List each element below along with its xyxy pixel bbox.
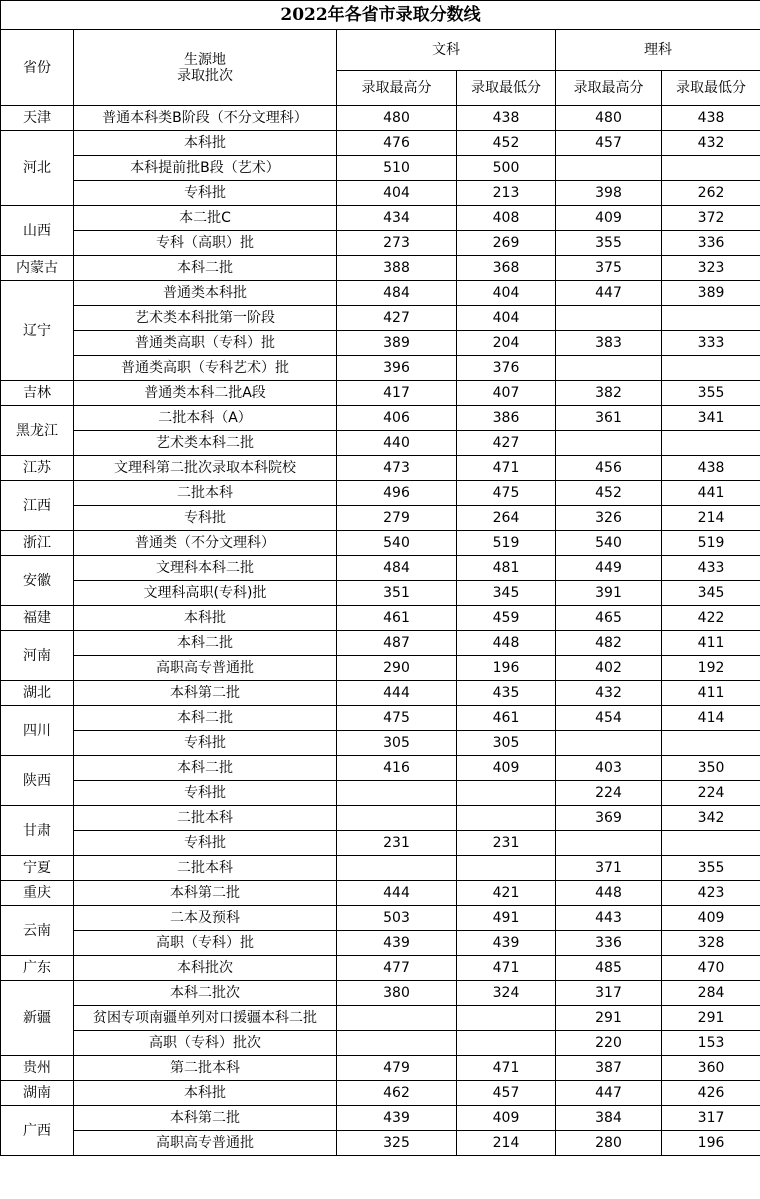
wenke-min-cell: 368 — [457, 256, 556, 281]
like-min-cell: 328 — [662, 931, 760, 956]
like-min-cell: 441 — [662, 481, 760, 506]
like-max-cell: 482 — [556, 631, 662, 656]
table-row — [1, 206, 760, 231]
header-batch-line1: 生源地 — [184, 51, 226, 68]
wenke-max-cell: 427 — [337, 306, 457, 331]
wenke-max-cell: 440 — [337, 431, 457, 456]
like-max-cell: 456 — [556, 456, 662, 481]
wenke-max-cell: 388 — [337, 256, 457, 281]
province-cell: 江苏 — [1, 456, 74, 481]
wenke-max-cell: 325 — [337, 1131, 457, 1156]
table-row — [1, 931, 760, 956]
province-cell: 宁夏 — [1, 856, 74, 881]
batch-cell: 二批本科（A） — [74, 406, 337, 431]
table-row — [1, 231, 760, 256]
header-like-max: 录取最高分 — [556, 71, 662, 106]
wenke-min-cell: 421 — [457, 881, 556, 906]
table-row — [1, 431, 760, 456]
province-cell: 吉林 — [1, 381, 74, 406]
wenke-max-cell — [337, 856, 457, 881]
wenke-max-cell: 503 — [337, 906, 457, 931]
batch-cell: 艺术类本科批第一阶段 — [74, 306, 337, 331]
table-row — [1, 656, 760, 681]
like-min-cell: 345 — [662, 581, 760, 606]
wenke-min-cell: 214 — [457, 1131, 556, 1156]
batch-cell: 高职高专普通批 — [74, 1131, 337, 1156]
like-min-cell: 438 — [662, 106, 760, 131]
batch-cell: 专科批 — [74, 831, 337, 856]
wenke-max-cell: 389 — [337, 331, 457, 356]
header-batch-line2: 录取批次 — [177, 67, 233, 84]
table-row — [1, 856, 760, 881]
like-min-cell — [662, 356, 760, 381]
wenke-max-cell: 461 — [337, 606, 457, 631]
batch-cell: 本科批 — [74, 606, 337, 631]
wenke-max-cell: 279 — [337, 506, 457, 531]
like-min-cell — [662, 831, 760, 856]
batch-cell: 本科批 — [74, 131, 337, 156]
table-row — [1, 631, 760, 656]
wenke-min-cell: 427 — [457, 431, 556, 456]
table-row — [1, 556, 760, 581]
like-max-cell: 361 — [556, 406, 662, 431]
wenke-min-cell: 438 — [457, 106, 556, 131]
wenke-max-cell — [337, 806, 457, 831]
like-max-cell: 448 — [556, 881, 662, 906]
like-min-cell: 372 — [662, 206, 760, 231]
province-cell: 甘肃 — [1, 806, 74, 856]
wenke-max-cell — [337, 1006, 457, 1031]
wenke-min-cell: 519 — [457, 531, 556, 556]
header-like-min: 录取最低分 — [662, 71, 760, 106]
table-row — [1, 181, 760, 206]
like-min-cell: 341 — [662, 406, 760, 431]
like-max-cell: 402 — [556, 656, 662, 681]
batch-cell: 专科批 — [74, 781, 337, 806]
wenke-max-cell: 416 — [337, 756, 457, 781]
like-max-cell: 398 — [556, 181, 662, 206]
like-max-cell: 485 — [556, 956, 662, 981]
province-cell: 广东 — [1, 956, 74, 981]
like-max-cell: 224 — [556, 781, 662, 806]
like-max-cell: 409 — [556, 206, 662, 231]
like-max-cell — [556, 306, 662, 331]
like-min-cell: 350 — [662, 756, 760, 781]
batch-cell: 高职（专科）批次 — [74, 1031, 337, 1056]
wenke-max-cell: 444 — [337, 681, 457, 706]
wenke-max-cell: 473 — [337, 456, 457, 481]
like-max-cell: 371 — [556, 856, 662, 881]
like-min-cell: 360 — [662, 1056, 760, 1081]
like-min-cell: 153 — [662, 1031, 760, 1056]
wenke-max-cell: 290 — [337, 656, 457, 681]
wenke-min-cell: 481 — [457, 556, 556, 581]
like-min-cell: 224 — [662, 781, 760, 806]
wenke-min-cell: 324 — [457, 981, 556, 1006]
province-cell: 河南 — [1, 631, 74, 681]
table-row — [1, 1131, 760, 1156]
wenke-min-cell: 269 — [457, 231, 556, 256]
wenke-max-cell: 439 — [337, 931, 457, 956]
like-min-cell: 336 — [662, 231, 760, 256]
table-row — [1, 531, 760, 556]
table-row — [1, 781, 760, 806]
like-min-cell: 422 — [662, 606, 760, 631]
table-row — [1, 1006, 760, 1031]
like-min-cell: 423 — [662, 881, 760, 906]
batch-cell: 本科二批 — [74, 756, 337, 781]
wenke-min-cell — [457, 1006, 556, 1031]
batch-cell: 二批本科 — [74, 806, 337, 831]
wenke-max-cell: 484 — [337, 556, 457, 581]
province-cell: 黑龙江 — [1, 406, 74, 456]
province-cell: 天津 — [1, 106, 74, 131]
batch-cell: 普通类高职（专科）批 — [74, 331, 337, 356]
batch-cell: 本科第二批 — [74, 881, 337, 906]
wenke-max-cell: 496 — [337, 481, 457, 506]
batch-cell: 本二批C — [74, 206, 337, 231]
table-row — [1, 981, 760, 1006]
like-max-cell: 391 — [556, 581, 662, 606]
province-cell: 湖北 — [1, 681, 74, 706]
table-row — [1, 906, 760, 931]
batch-cell: 第二批本科 — [74, 1056, 337, 1081]
province-cell: 贵州 — [1, 1056, 74, 1081]
table-row — [1, 331, 760, 356]
province-cell: 陕西 — [1, 756, 74, 806]
wenke-min-cell: 452 — [457, 131, 556, 156]
table-row — [1, 706, 760, 731]
like-min-cell: 433 — [662, 556, 760, 581]
batch-cell: 本科批 — [74, 1081, 337, 1106]
wenke-min-cell: 231 — [457, 831, 556, 856]
like-max-cell: 432 — [556, 681, 662, 706]
like-min-cell — [662, 156, 760, 181]
wenke-max-cell: 404 — [337, 181, 457, 206]
like-max-cell: 454 — [556, 706, 662, 731]
like-max-cell: 369 — [556, 806, 662, 831]
batch-cell: 专科批 — [74, 731, 337, 756]
wenke-max-cell: 305 — [337, 731, 457, 756]
wenke-min-cell: 386 — [457, 406, 556, 431]
table-row — [1, 456, 760, 481]
wenke-min-cell: 407 — [457, 381, 556, 406]
like-max-cell: 383 — [556, 331, 662, 356]
like-max-cell: 480 — [556, 106, 662, 131]
like-min-cell — [662, 431, 760, 456]
table-row — [1, 406, 760, 431]
wenke-min-cell: 435 — [457, 681, 556, 706]
batch-cell: 专科批 — [74, 506, 337, 531]
table-title: 2022年各省市录取分数线 — [1, 1, 760, 30]
like-min-cell: 342 — [662, 806, 760, 831]
like-min-cell: 192 — [662, 656, 760, 681]
province-cell: 广西 — [1, 1106, 74, 1156]
like-min-cell: 426 — [662, 1081, 760, 1106]
table-row — [1, 1081, 760, 1106]
like-min-cell: 470 — [662, 956, 760, 981]
table-row — [1, 606, 760, 631]
wenke-min-cell — [457, 1031, 556, 1056]
batch-cell: 本科二批 — [74, 256, 337, 281]
table-row — [1, 1106, 760, 1131]
province-cell: 辽宁 — [1, 281, 74, 381]
wenke-min-cell — [457, 856, 556, 881]
table-row — [1, 806, 760, 831]
batch-cell: 高职（专科）批 — [74, 931, 337, 956]
like-max-cell: 447 — [556, 1081, 662, 1106]
wenke-max-cell: 476 — [337, 131, 457, 156]
batch-cell: 艺术类本科二批 — [74, 431, 337, 456]
like-min-cell: 411 — [662, 631, 760, 656]
table-row — [1, 731, 760, 756]
like-min-cell: 355 — [662, 381, 760, 406]
wenke-max-cell: 351 — [337, 581, 457, 606]
like-min-cell: 214 — [662, 506, 760, 531]
like-max-cell: 443 — [556, 906, 662, 931]
like-min-cell: 519 — [662, 531, 760, 556]
header-wenke-min: 录取最低分 — [457, 71, 556, 106]
wenke-max-cell: 444 — [337, 881, 457, 906]
wenke-max-cell: 462 — [337, 1081, 457, 1106]
wenke-max-cell: 439 — [337, 1106, 457, 1131]
table-row — [1, 881, 760, 906]
wenke-min-cell: 459 — [457, 606, 556, 631]
wenke-min-cell: 471 — [457, 956, 556, 981]
header-province: 省份 — [1, 30, 74, 106]
province-cell: 湖南 — [1, 1081, 74, 1106]
like-min-cell: 333 — [662, 331, 760, 356]
wenke-max-cell: 477 — [337, 956, 457, 981]
like-max-cell: 375 — [556, 256, 662, 281]
batch-cell: 二批本科 — [74, 481, 337, 506]
wenke-max-cell: 434 — [337, 206, 457, 231]
wenke-max-cell: 484 — [337, 281, 457, 306]
wenke-max-cell: 406 — [337, 406, 457, 431]
table-row — [1, 281, 760, 306]
like-min-cell: 409 — [662, 906, 760, 931]
wenke-min-cell: 196 — [457, 656, 556, 681]
table-row — [1, 681, 760, 706]
like-max-cell: 317 — [556, 981, 662, 1006]
table-row — [1, 756, 760, 781]
wenke-min-cell: 500 — [457, 156, 556, 181]
batch-cell: 文理科高职(专科)批 — [74, 581, 337, 606]
batch-cell: 二批本科 — [74, 856, 337, 881]
table-row — [1, 1031, 760, 1056]
like-max-cell — [556, 356, 662, 381]
province-cell: 新疆 — [1, 981, 74, 1056]
like-min-cell: 291 — [662, 1006, 760, 1031]
like-min-cell: 262 — [662, 181, 760, 206]
wenke-min-cell: 448 — [457, 631, 556, 656]
wenke-max-cell: 487 — [337, 631, 457, 656]
wenke-max-cell: 417 — [337, 381, 457, 406]
province-cell: 浙江 — [1, 531, 74, 556]
table-row — [1, 356, 760, 381]
table-row — [1, 381, 760, 406]
province-cell: 安徽 — [1, 556, 74, 606]
like-min-cell: 284 — [662, 981, 760, 1006]
like-max-cell: 291 — [556, 1006, 662, 1031]
batch-cell: 二本及预科 — [74, 906, 337, 931]
table-row — [1, 156, 760, 181]
wenke-min-cell: 404 — [457, 306, 556, 331]
wenke-min-cell: 439 — [457, 931, 556, 956]
wenke-min-cell: 475 — [457, 481, 556, 506]
batch-cell: 本科二批 — [74, 631, 337, 656]
like-max-cell: 382 — [556, 381, 662, 406]
table-row — [1, 131, 760, 156]
batch-cell: 文理科本科二批 — [74, 556, 337, 581]
batch-cell: 普通类本科批 — [74, 281, 337, 306]
batch-cell: 本科二批 — [74, 706, 337, 731]
batch-cell: 普通类本科二批A段 — [74, 381, 337, 406]
wenke-min-cell — [457, 781, 556, 806]
batch-cell: 专科批 — [74, 181, 337, 206]
like-min-cell: 323 — [662, 256, 760, 281]
table-row — [1, 581, 760, 606]
batch-cell: 普通类高职（专科艺术）批 — [74, 356, 337, 381]
province-cell: 四川 — [1, 706, 74, 756]
province-cell: 福建 — [1, 606, 74, 631]
header-like: 理科 — [556, 30, 760, 71]
province-cell: 山西 — [1, 206, 74, 256]
like-min-cell: 317 — [662, 1106, 760, 1131]
like-min-cell: 389 — [662, 281, 760, 306]
like-max-cell: 447 — [556, 281, 662, 306]
wenke-min-cell: 491 — [457, 906, 556, 931]
wenke-max-cell: 273 — [337, 231, 457, 256]
wenke-max-cell — [337, 781, 457, 806]
like-min-cell: 438 — [662, 456, 760, 481]
wenke-min-cell: 404 — [457, 281, 556, 306]
batch-cell: 普通本科类B阶段（不分文理科） — [74, 106, 337, 131]
table-row — [1, 481, 760, 506]
wenke-min-cell: 213 — [457, 181, 556, 206]
like-min-cell: 432 — [662, 131, 760, 156]
batch-cell: 普通类（不分文理科） — [74, 531, 337, 556]
wenke-min-cell — [457, 806, 556, 831]
batch-cell: 高职高专普通批 — [74, 656, 337, 681]
like-max-cell: 449 — [556, 556, 662, 581]
like-min-cell — [662, 731, 760, 756]
wenke-min-cell: 345 — [457, 581, 556, 606]
province-cell: 内蒙古 — [1, 256, 74, 281]
wenke-max-cell: 480 — [337, 106, 457, 131]
like-min-cell: 355 — [662, 856, 760, 881]
table-row — [1, 831, 760, 856]
like-max-cell: 355 — [556, 231, 662, 256]
wenke-min-cell: 471 — [457, 1056, 556, 1081]
wenke-max-cell: 231 — [337, 831, 457, 856]
wenke-max-cell — [337, 1031, 457, 1056]
table-row — [1, 256, 760, 281]
like-min-cell: 196 — [662, 1131, 760, 1156]
like-max-cell: 336 — [556, 931, 662, 956]
wenke-min-cell: 409 — [457, 756, 556, 781]
wenke-min-cell: 461 — [457, 706, 556, 731]
wenke-max-cell: 475 — [337, 706, 457, 731]
wenke-max-cell: 540 — [337, 531, 457, 556]
like-max-cell — [556, 431, 662, 456]
wenke-min-cell: 264 — [457, 506, 556, 531]
wenke-min-cell: 305 — [457, 731, 556, 756]
province-cell: 重庆 — [1, 881, 74, 906]
wenke-min-cell: 376 — [457, 356, 556, 381]
header-batch — [74, 30, 337, 106]
batch-cell: 本科提前批B段（艺术） — [74, 156, 337, 181]
like-min-cell — [662, 306, 760, 331]
batch-cell: 本科批次 — [74, 956, 337, 981]
wenke-max-cell: 479 — [337, 1056, 457, 1081]
batch-cell: 本科第二批 — [74, 1106, 337, 1131]
like-max-cell: 326 — [556, 506, 662, 531]
province-cell: 江西 — [1, 481, 74, 531]
like-min-cell: 414 — [662, 706, 760, 731]
wenke-min-cell: 471 — [457, 456, 556, 481]
wenke-min-cell: 409 — [457, 1106, 556, 1131]
wenke-min-cell: 408 — [457, 206, 556, 231]
like-max-cell — [556, 831, 662, 856]
province-cell: 河北 — [1, 131, 74, 206]
table-row — [1, 106, 760, 131]
wenke-max-cell: 380 — [337, 981, 457, 1006]
table-row — [1, 306, 760, 331]
province-cell: 云南 — [1, 906, 74, 956]
like-max-cell: 387 — [556, 1056, 662, 1081]
like-max-cell: 280 — [556, 1131, 662, 1156]
batch-cell: 本科第二批 — [74, 681, 337, 706]
batch-cell: 本科二批次 — [74, 981, 337, 1006]
like-max-cell: 452 — [556, 481, 662, 506]
like-max-cell: 465 — [556, 606, 662, 631]
wenke-min-cell: 457 — [457, 1081, 556, 1106]
wenke-max-cell: 396 — [337, 356, 457, 381]
like-max-cell: 457 — [556, 131, 662, 156]
like-max-cell: 384 — [556, 1106, 662, 1131]
wenke-max-cell: 510 — [337, 156, 457, 181]
like-max-cell: 540 — [556, 531, 662, 556]
like-max-cell — [556, 156, 662, 181]
batch-cell: 文理科第二批次录取本科院校 — [74, 456, 337, 481]
header-wenke-max: 录取最高分 — [337, 71, 457, 106]
like-max-cell — [556, 731, 662, 756]
batch-cell: 贫困专项南疆单列对口援疆本科二批 — [74, 1006, 337, 1031]
table-row — [1, 956, 760, 981]
batch-cell: 专科（高职）批 — [74, 231, 337, 256]
table-row — [1, 1056, 760, 1081]
header-wenke: 文科 — [337, 30, 556, 71]
like-max-cell: 403 — [556, 756, 662, 781]
wenke-min-cell: 204 — [457, 331, 556, 356]
like-min-cell: 411 — [662, 681, 760, 706]
table-row — [1, 506, 760, 531]
like-max-cell: 220 — [556, 1031, 662, 1056]
